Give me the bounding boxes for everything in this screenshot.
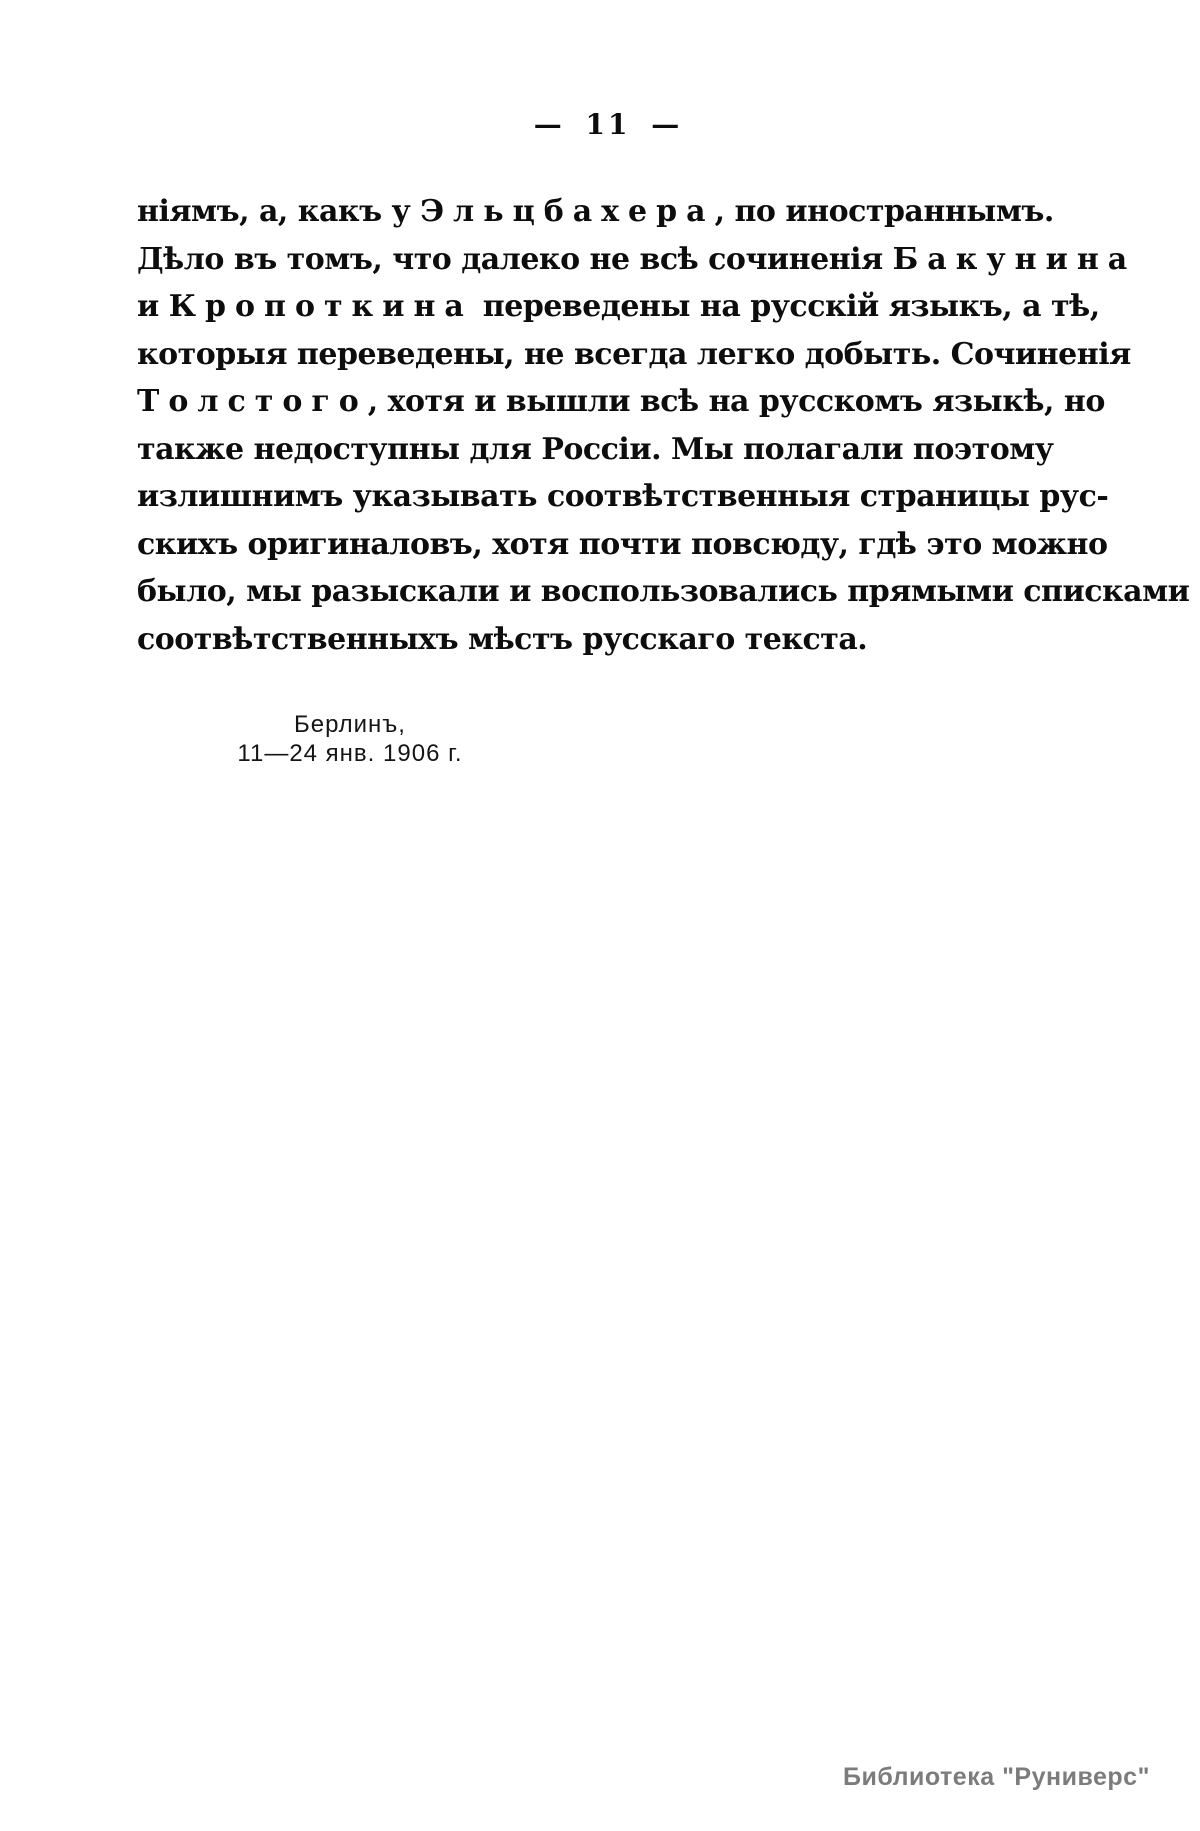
body-text-segment: ніямъ, а, какъ у (137, 194, 421, 229)
body-line (137, 188, 1053, 236)
body-text-segment: переведены на русскій языкъ, а тѣ, (472, 289, 1100, 324)
body-text-segment: соотвѣтственныхъ мѣстъ русскаго текста. (137, 621, 868, 657)
letterspaced-name: Кропоткина (168, 289, 473, 324)
body-text-segment: которыя переведены, не всегда легко добыть. Сочиненія (137, 336, 1131, 372)
body-line (137, 283, 1100, 331)
letterspaced-name: Эльцбахера (420, 194, 715, 229)
letterspaced-name: Бакунина (892, 241, 1137, 277)
dateline-place: Берлинъ, (294, 711, 406, 738)
body-line (137, 473, 1109, 521)
body-text-segment: скихъ оригиналовъ, хотя почти повсюду, гдѣ это можно (137, 526, 1108, 562)
page-number-header: — 11 — (533, 108, 683, 141)
body-text-segment: излишнимъ указывать соотвѣтственныя страницы рус- (137, 479, 1109, 514)
body-text-segment: Дѣло въ томъ, что далеко не всѣ сочиненія (137, 241, 893, 277)
body-line (137, 521, 1108, 569)
text-column (137, 108, 1190, 768)
dateline-date: 11—24 янв. 1906 г. (237, 740, 463, 767)
body-line (137, 426, 1053, 474)
body-line (137, 568, 1190, 616)
body-line (137, 331, 1131, 379)
body-paragraph (137, 188, 1190, 663)
body-text-segment: и (137, 289, 169, 324)
dateline-block (225, 710, 475, 768)
library-watermark: Библиотека "Руниверс" (843, 1763, 1150, 1791)
body-line (137, 236, 1137, 284)
body-text-segment: также недоступны для Россіи. Мы полагали поэтому (137, 431, 1054, 467)
body-text-segment: , по иностраннымъ. (714, 194, 1054, 229)
body-line (137, 616, 1053, 664)
letterspaced-name: Толстого (137, 384, 368, 419)
body-text-segment: было, мы разыскали и воспользовались прямыми списками (137, 574, 1190, 609)
body-text-segment: , хотя и вышли всѣ на русскомъ языкѣ, но (367, 384, 1105, 419)
body-line (137, 378, 1105, 426)
